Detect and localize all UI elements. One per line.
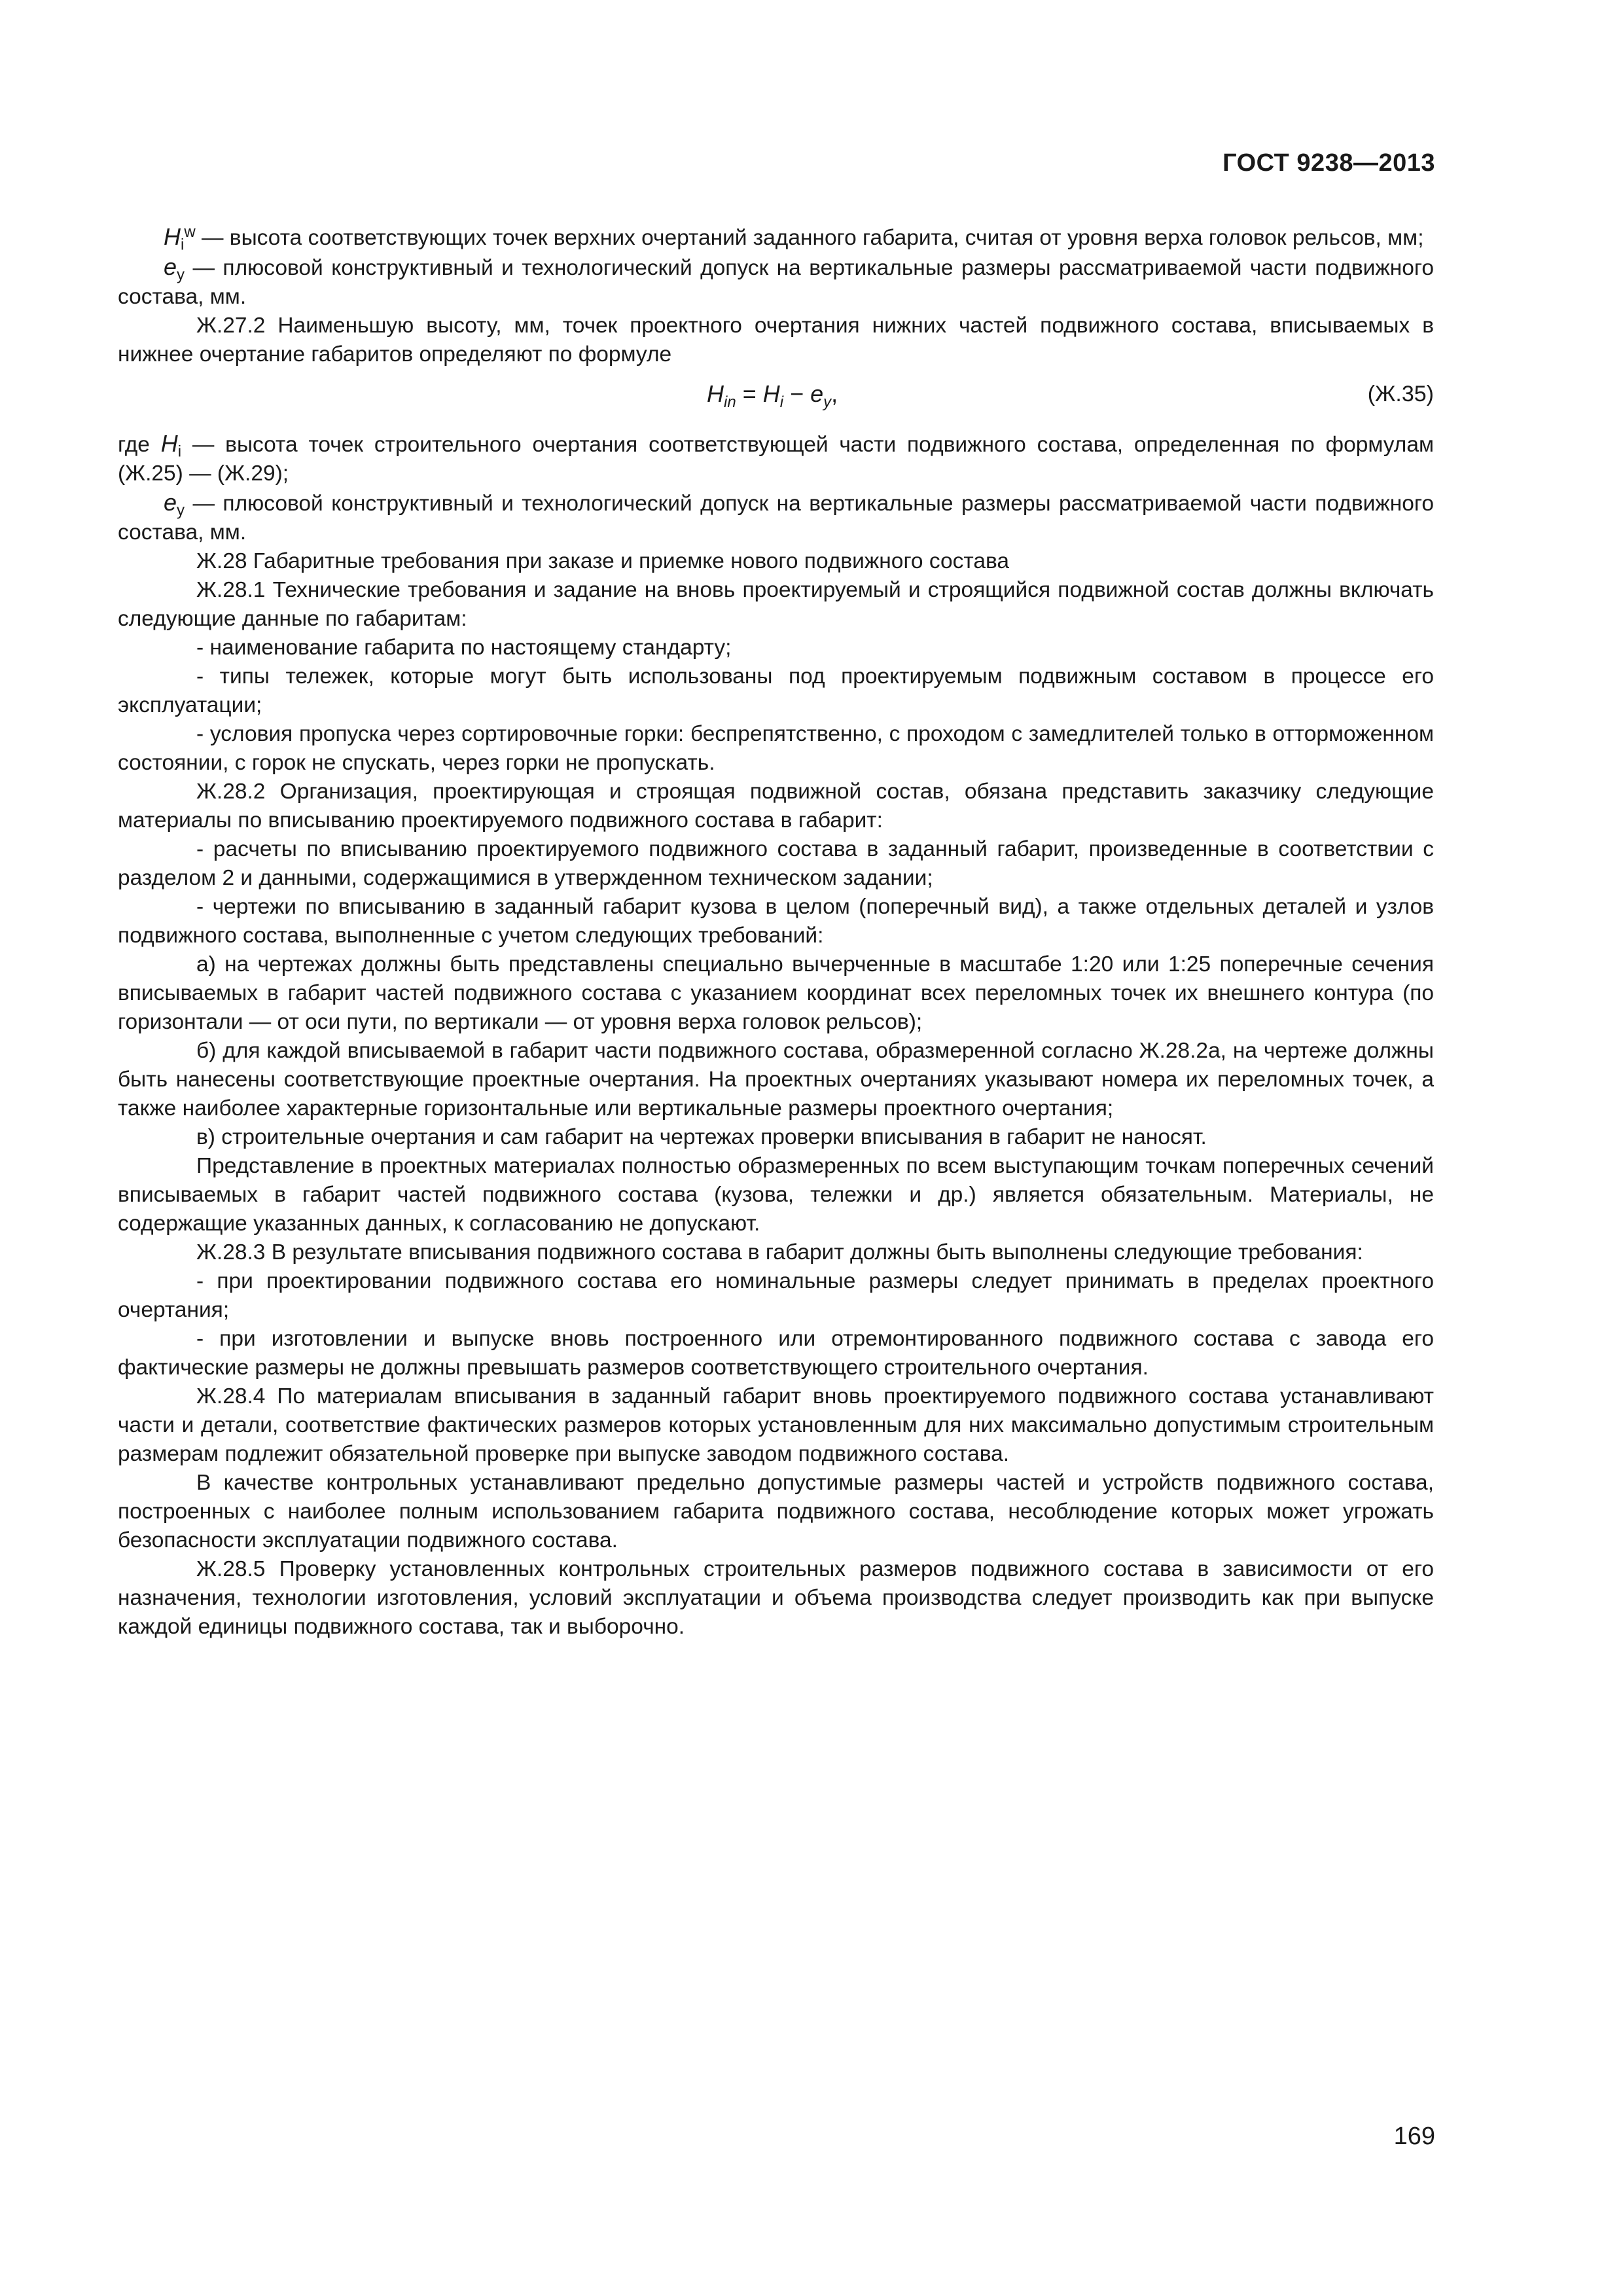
page-number: 169 (1393, 2123, 1435, 2150)
formula-equals: = (736, 380, 763, 407)
definition-e-y (118, 253, 1434, 312)
paragraph-zh-27-2: Ж.27.2 Наименьшую высоту, мм, точек проектного очертания нижних частей подвижного состава, вписываемых в нижнее очертание габаритов определяют по формуле (118, 314, 1434, 367)
definition-h-i-text: — высота точек строительного очертания соответствующей части подвижного состава, определенная по формулам (Ж.25) — (Ж.29); (118, 433, 1434, 486)
paragraph: Представление в проектных материалах полностью образмеренных по всем выступающим точкам поперечных сечений вписываемых в габарит частей подвижного состава (кузова, тележки и др.) является обязательным. Материалы, не содержащие указанных данных, к согласованию не допускают. (118, 1154, 1434, 1236)
symbol-e-2: e (164, 489, 177, 516)
list-item: - расчеты по вписыванию проектируемого подвижного состава в заданный габарит, произведенные в соответствии с разделом 2 и данными, содержащимися в утвержденном техническом задании; (118, 837, 1434, 890)
paragraph-zh-28-4: Ж.28.4 По материалам вписывания в заданный габарит вновь проектируемого подвижного состава устанавливают части и детали, соответствие фактических размеров которых установленным для них максимально допустимым строительным размерам подлежит обязательной проверке при выпуске заводом подвижного состава. (118, 1384, 1434, 1466)
formula-lhs-subscript: in (724, 393, 736, 412)
definition-h-i (118, 429, 1434, 488)
formula-minus: − (783, 380, 811, 407)
symbol-h-superscript: w (184, 223, 196, 241)
formula-rhs-h-subscript: i (779, 393, 784, 412)
definition-e-2-text: — плюсовой конструктивный и технологический допуск на вертикальные размеры рассматриваемой части подвижного состава, мм. (118, 492, 1434, 545)
formula-number: (Ж.35) (1367, 382, 1434, 406)
list-item: - при проектировании подвижного состава его номинальные размеры следует принимать в пределах проектного очертания; (118, 1269, 1434, 1322)
page-body (118, 223, 1434, 1641)
paragraph-zh-28-1: Ж.28.1 Технические требования и задание на вновь проектируемый и строящийся подвижной состав должны включать следующие данные по габаритам: (118, 578, 1434, 631)
formula-rhs-h: H (762, 380, 780, 407)
formula-lhs: H (707, 380, 724, 407)
definition-h-iw (118, 223, 1434, 253)
paragraph: В качестве контрольных устанавливают предельно допустимые размеры частей и устройств подвижного состава, построенных с наиболее полным использованием габарита подвижного состава, несоблюдение которых может угрожать безопасности эксплуатации подвижного состава. (118, 1471, 1434, 1552)
list-item: - условия пропуска через сортировочные горки: беспрепятственно, с проходом с замедлителей только в отторможенном состоянии, с горок не спускать, через горки не пропускать. (118, 722, 1434, 775)
symbol-e: e (164, 253, 177, 280)
definition-lead: где (118, 433, 161, 457)
definition-h-text: — высота соответствующих точек верхних очертаний заданного габарита, считая от уровня верха головок рельсов, мм; (195, 226, 1424, 250)
heading-zh-28: Ж.28 Габаритные требования при заказе и приемке нового подвижного состава (196, 549, 1010, 573)
symbol-h: H (164, 223, 181, 250)
sub-item-v: в) строительные очертания и сам габарит на чертежах проверки вписывания в габарит не наносят. (196, 1125, 1207, 1149)
list-item: - чертежи по вписыванию в заданный габарит кузова в целом (поперечный вид), а также отдельных деталей и узлов подвижного состава, выполненные с учетом следующих требований: (118, 895, 1434, 948)
formula-rhs-e-subscript: y (823, 393, 832, 412)
definition-e-y-2 (118, 488, 1434, 547)
sub-item-b: б) для каждой вписываемой в габарит части подвижного состава, образмеренной согласно Ж.28.2а, на чертеже должны быть нанесены соответствующие проектные очертания. На проектных очертаниях указывают номера их переломных точек, а также наиболее характерные горизонтальные или вертикальные размеры проектного очертания; (118, 1039, 1434, 1121)
symbol-e-2-subscript: y (177, 501, 185, 520)
sub-item-a: а) на чертежах должны быть представлены специально вычерченные в масштабе 1:20 или 1:25 поперечные сечения вписываемых в габарит частей подвижного состава с указанием координат всех переломных точек их внешнего контура (по горизонтали — от оси пути, по вертикали — от уровня верха головок рельсов); (118, 952, 1434, 1034)
paragraph-zh-28-5: Ж.28.5 Проверку установленных контрольных строительных размеров подвижного состава в зависимости от его назначения, технологии изготовления, условий эксплуатации и объема производства следует производить как при выпуске каждой единицы подвижного состава, так и выборочно. (118, 1557, 1434, 1639)
symbol-e-subscript: y (177, 266, 185, 284)
symbol-h-subscript: i (181, 236, 185, 254)
formula-expression (707, 380, 838, 412)
list-item: - наименование габарита по настоящему стандарту; (196, 636, 732, 660)
formula-comma: , (831, 380, 838, 407)
paragraph-zh-28-2: Ж.28.2 Организация, проектирующая и строящая подвижной состав, обязана представить заказчику следующие материалы по вписыванию проектируемого подвижного состава в габарит: (118, 780, 1434, 833)
list-item: - при изготовлении и выпуске вновь построенного или отремонтированного подвижного состава с завода его фактические размеры не должны превышать размеров соответствующего строительного очертания. (118, 1327, 1434, 1380)
formula-zh-35 (118, 373, 1434, 419)
document-code-header: ГОСТ 9238—2013 (1222, 149, 1435, 177)
symbol-h-i-subscript: i (177, 442, 182, 461)
definition-e-text: — плюсовой конструктивный и технологический допуск на вертикальные размеры рассматриваемой части подвижного состава, мм. (118, 256, 1434, 309)
formula-rhs-e: e (810, 380, 824, 407)
list-item: - типы тележек, которые могут быть использованы под проектируемым подвижным составом в процессе его эксплуатации; (118, 664, 1434, 717)
paragraph-zh-28-3: Ж.28.3 В результате вписывания подвижного состава в габарит должны быть выполнены следующие требования: (196, 1240, 1363, 1265)
symbol-h-i: H (160, 430, 178, 457)
